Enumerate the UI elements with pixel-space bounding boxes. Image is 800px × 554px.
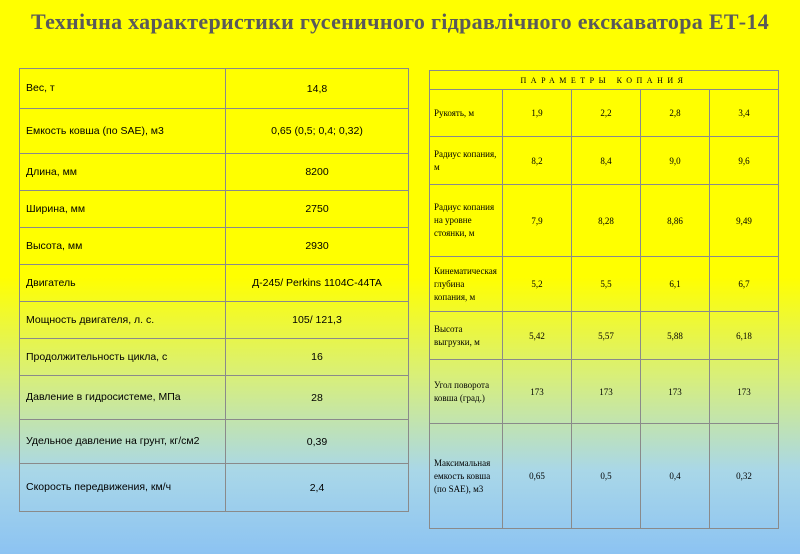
- param-value: 2,2: [572, 90, 641, 137]
- spec-label: Высота, мм: [20, 228, 226, 265]
- param-value: 173: [572, 360, 641, 424]
- spec-label: Вес, т: [20, 69, 226, 109]
- param-value: 5,57: [572, 312, 641, 360]
- param-label: Радиус копания, м: [430, 137, 503, 185]
- param-value: 5,2: [503, 257, 572, 312]
- table-header-row: [430, 71, 779, 90]
- spec-label: Скорость передвижения, км/ч: [20, 464, 226, 512]
- param-value: 8,2: [503, 137, 572, 185]
- param-label: Рукоять, м: [430, 90, 503, 137]
- param-value: 8,28: [572, 185, 641, 257]
- param-label: Максимальная емкость ковша (по SAE), м3: [430, 424, 503, 529]
- param-label: Кинематическая глубина копания, м: [430, 257, 503, 312]
- param-value: 9,6: [710, 137, 779, 185]
- param-value: 0,4: [641, 424, 710, 529]
- table-row: [430, 257, 779, 312]
- param-value: 5,88: [641, 312, 710, 360]
- digging-header: ПАРАМЕТРЫ КОПАНИЯ: [430, 71, 779, 90]
- param-value: 7,9: [503, 185, 572, 257]
- param-value: 173: [710, 360, 779, 424]
- param-value: 173: [641, 360, 710, 424]
- param-value: 6,18: [710, 312, 779, 360]
- spec-value: Д-245/ Perkins 1104C-44TA: [226, 265, 409, 302]
- table-row: [430, 137, 779, 185]
- param-value: 9,0: [641, 137, 710, 185]
- param-value: 0,5: [572, 424, 641, 529]
- specifications-table: [19, 68, 409, 512]
- param-value: 173: [503, 360, 572, 424]
- spec-label: Емкость ковша (по SAE), м3: [20, 109, 226, 154]
- spec-value: 14,8: [226, 69, 409, 109]
- table-row: [20, 376, 409, 420]
- spec-value: 0,65 (0,5; 0,4; 0,32): [226, 109, 409, 154]
- table-row: [20, 69, 409, 109]
- spec-value: 8200: [226, 154, 409, 191]
- spec-value: 0,39: [226, 420, 409, 464]
- spec-label: Продолжительность цикла, с: [20, 339, 226, 376]
- table-row: [20, 265, 409, 302]
- table-row: [20, 228, 409, 265]
- spec-value: 2750: [226, 191, 409, 228]
- param-label: Радиус копания на уровне стоянки, м: [430, 185, 503, 257]
- param-value: 2,8: [641, 90, 710, 137]
- spec-label: Давление в гидросистеме, МПа: [20, 376, 226, 420]
- param-value: 0,32: [710, 424, 779, 529]
- param-value: 3,4: [710, 90, 779, 137]
- table-row: [20, 154, 409, 191]
- spec-label: Удельное давление на грунт, кг/см2: [20, 420, 226, 464]
- table-row: [20, 191, 409, 228]
- param-value: 6,7: [710, 257, 779, 312]
- table-row: [20, 464, 409, 512]
- param-value: 1,9: [503, 90, 572, 137]
- table-row: [430, 424, 779, 529]
- spec-label: Длина, мм: [20, 154, 226, 191]
- spec-label: Ширина, мм: [20, 191, 226, 228]
- param-value: 9,49: [710, 185, 779, 257]
- param-value: 6,1: [641, 257, 710, 312]
- spec-value: 16: [226, 339, 409, 376]
- page-title: Технічна характеристики гусеничного гідравлічного екскаватора ЕТ-14: [30, 9, 770, 34]
- table-row: [430, 360, 779, 424]
- spec-value: 2930: [226, 228, 409, 265]
- param-value: 0,65: [503, 424, 572, 529]
- spec-value: 2,4: [226, 464, 409, 512]
- param-value: 5,5: [572, 257, 641, 312]
- spec-value: 28: [226, 376, 409, 420]
- spec-label: Двигатель: [20, 265, 226, 302]
- table-row: [20, 302, 409, 339]
- table-row: [20, 339, 409, 376]
- param-value: 8,86: [641, 185, 710, 257]
- table-row: [430, 312, 779, 360]
- table-row: [430, 185, 779, 257]
- param-label: Угол поворота ковша (град.): [430, 360, 503, 424]
- table-row: [20, 109, 409, 154]
- digging-parameters-table: [429, 70, 779, 529]
- table-row: [430, 90, 779, 137]
- param-label: Высота выгрузки, м: [430, 312, 503, 360]
- spec-label: Мощность двигателя, л. с.: [20, 302, 226, 339]
- param-value: 8,4: [572, 137, 641, 185]
- param-value: 5,42: [503, 312, 572, 360]
- spec-value: 105/ 121,3: [226, 302, 409, 339]
- table-row: [20, 420, 409, 464]
